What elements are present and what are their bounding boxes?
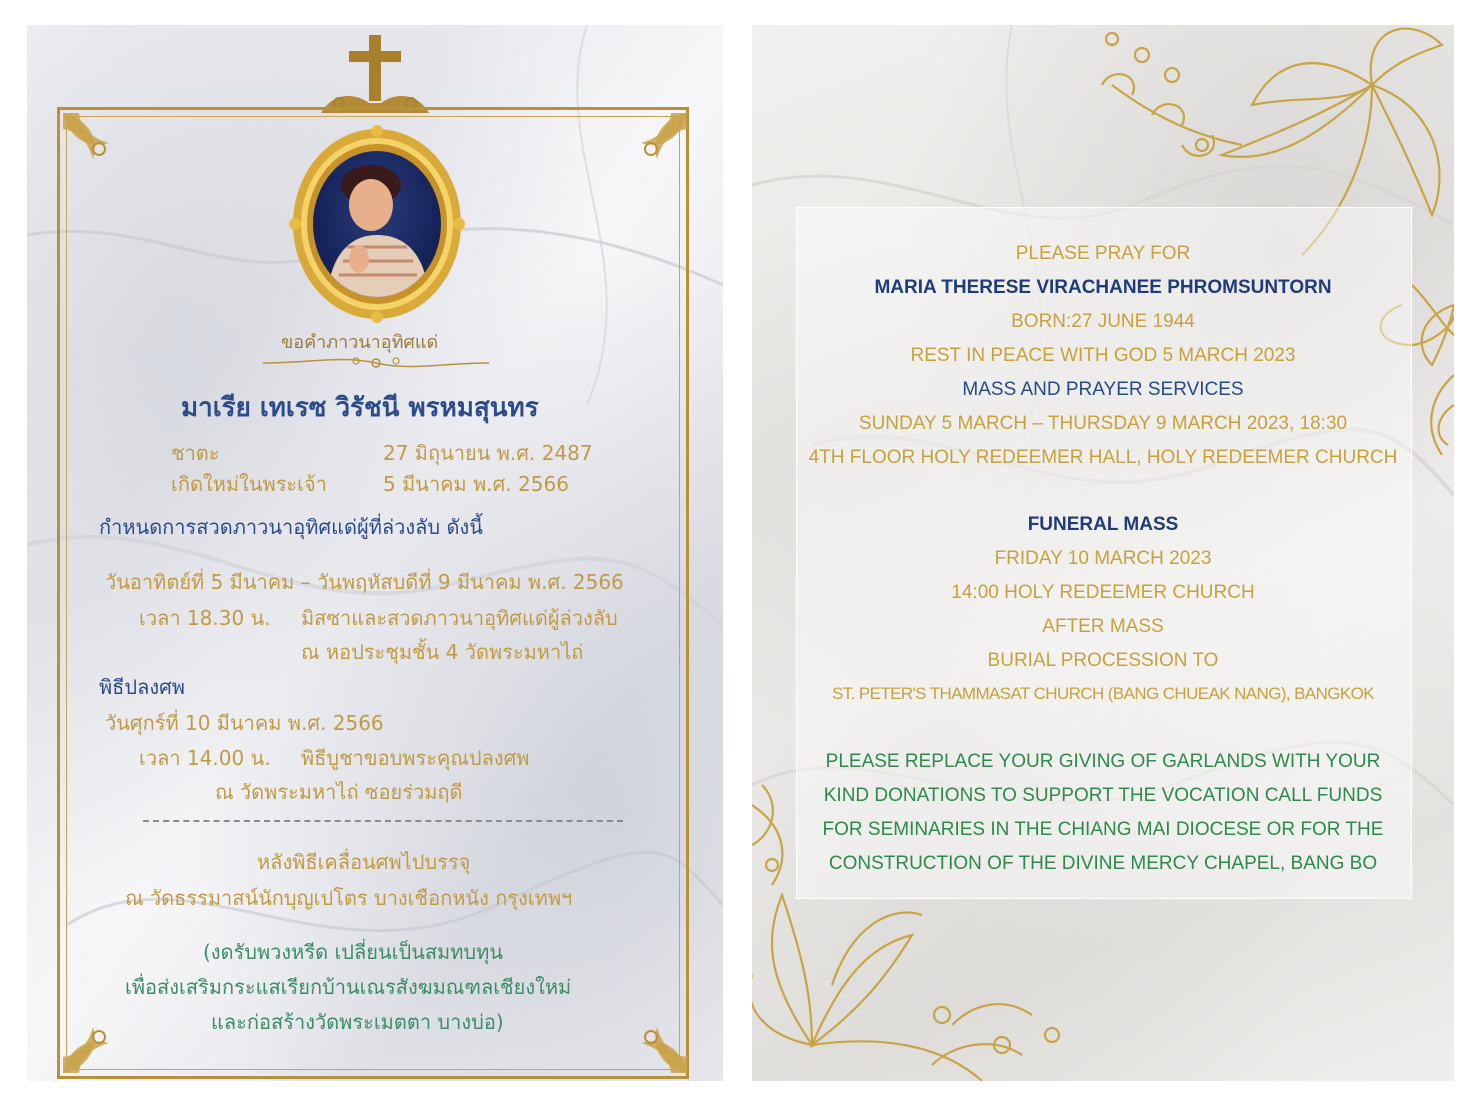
mass-place: 4TH FLOOR HOLY REDEEMER HALL, HOLY REDEEMER CHURCH: [808, 447, 1398, 468]
prayer-time: เวลา 18.30 น.: [139, 606, 271, 630]
donation-note-line3: และก่อสร้างวัดพระเมตตา บางบ่อ): [211, 1010, 504, 1034]
funeral-date: วันศุกร์ที่ 10 มีนาคม พ.ศ. 2566: [105, 711, 384, 735]
mass-services-heading: MASS AND PRAYER SERVICES: [962, 379, 1244, 400]
english-memorial-card: [752, 25, 1454, 1081]
born-label: ชาตะ: [171, 441, 220, 465]
prayer-description: มิสซาและสวดภาวนาอุทิศแด่ผู้ล่วงลับ: [301, 606, 618, 630]
burial-place: ST. PETER'S THAMMASAT CHURCH (BANG CHUEAK NANG), BANGKOK: [831, 684, 1375, 703]
flourish-divider: [261, 351, 491, 375]
funeral-heading: พิธีปลงศพ: [99, 675, 185, 699]
burial-procession: BURIAL PROCESSION TO: [987, 650, 1219, 671]
portrait-frame: [289, 125, 465, 323]
after-ceremony-line2: ณ วัดธรรมาสน์นักบุญเปโตร บางเชือกหนัง กรุงเทพฯ: [125, 886, 573, 910]
schedule-intro: กำหนดการสวดภาวนาอุทิศแด่ผู้ที่ล่วงลับ ดังนี้: [99, 515, 483, 539]
gold-corner-ornament-icon: [599, 985, 691, 1077]
mass-dates: SUNDAY 5 MARCH – THURSDAY 9 MARCH 2023, 18:30: [858, 413, 1348, 434]
deceased-name-thai: มาเรีย เทเรซ วิรัชนี พรหมสุนทร: [181, 393, 539, 423]
after-mass: AFTER MASS: [1042, 616, 1164, 637]
cross-icon: [315, 33, 435, 117]
portrait-photo: [313, 151, 441, 297]
born-date: 27 มิถุนายน พ.ศ. 2487: [383, 441, 593, 465]
funeral-place: ณ วัดพระมหาไถ่ ซอยร่วมฤดี: [215, 780, 463, 804]
prayer-dates: วันอาทิตย์ที่ 5 มีนาคม – วันพฤหัสบดีที่ 9 มีนาคม พ.ศ. 2566: [105, 570, 624, 594]
prayer-place: ณ หอประชุมชั้น 4 วัดพระมหาไถ่: [301, 640, 584, 664]
gold-corner-ornament-icon: [59, 109, 151, 201]
thai-memorial-card: [27, 25, 723, 1081]
donation-note-1: PLEASE REPLACE YOUR GIVING OF GARLANDS WITH YOUR: [825, 751, 1381, 772]
dashed-divider: [143, 820, 623, 822]
funeral-time-english: 14:00 HOLY REDEEMER CHURCH: [951, 582, 1255, 603]
donation-note-line1: (งดรับพวงหรีด เปลี่ยนเป็นสมทบทุน: [203, 940, 503, 964]
born-line: BORN:27 JUNE 1944: [1011, 311, 1195, 332]
donation-note-2: KIND DONATIONS TO SUPPORT THE VOCATION CALL FUNDS: [823, 785, 1383, 806]
heading-pray-for: ขอคำภาวนาอุทิศแด่: [281, 332, 439, 353]
donation-note-line2: เพื่อส่งเสริมกระแสเรียกบ้านเณรสังฆมณฑลเชียงใหม่: [125, 975, 572, 999]
died-date: 5 มีนาคม พ.ศ. 2566: [383, 472, 569, 496]
please-pray-for: PLEASE PRAY FOR: [1015, 243, 1191, 264]
funeral-date-english: FRIDAY 10 MARCH 2023: [994, 548, 1212, 569]
funeral-time: เวลา 14.00 น.: [139, 746, 271, 770]
after-ceremony-line1: หลังพิธีเคลื่อนศพไปบรรจุ: [257, 850, 471, 874]
funeral-description: พิธีบูชาขอบพระคุณปลงศพ: [301, 746, 530, 770]
rest-in-peace-line: REST IN PEACE WITH GOD 5 MARCH 2023: [910, 345, 1296, 366]
gold-corner-ornament-icon: [599, 109, 691, 201]
donation-note-3: FOR SEMINARIES IN THE CHIANG MAI DIOCESE OR FOR THE: [822, 819, 1384, 840]
donation-note-4: CONSTRUCTION OF THE DIVINE MERCY CHAPEL, BANG BO: [828, 853, 1378, 874]
funeral-mass-heading: FUNERAL MASS: [1027, 514, 1179, 535]
died-label: เกิดใหม่ในพระเจ้า: [171, 472, 327, 496]
deceased-name-english: MARIA THERESE VIRACHANEE PHROMSUNTORN: [874, 277, 1332, 298]
